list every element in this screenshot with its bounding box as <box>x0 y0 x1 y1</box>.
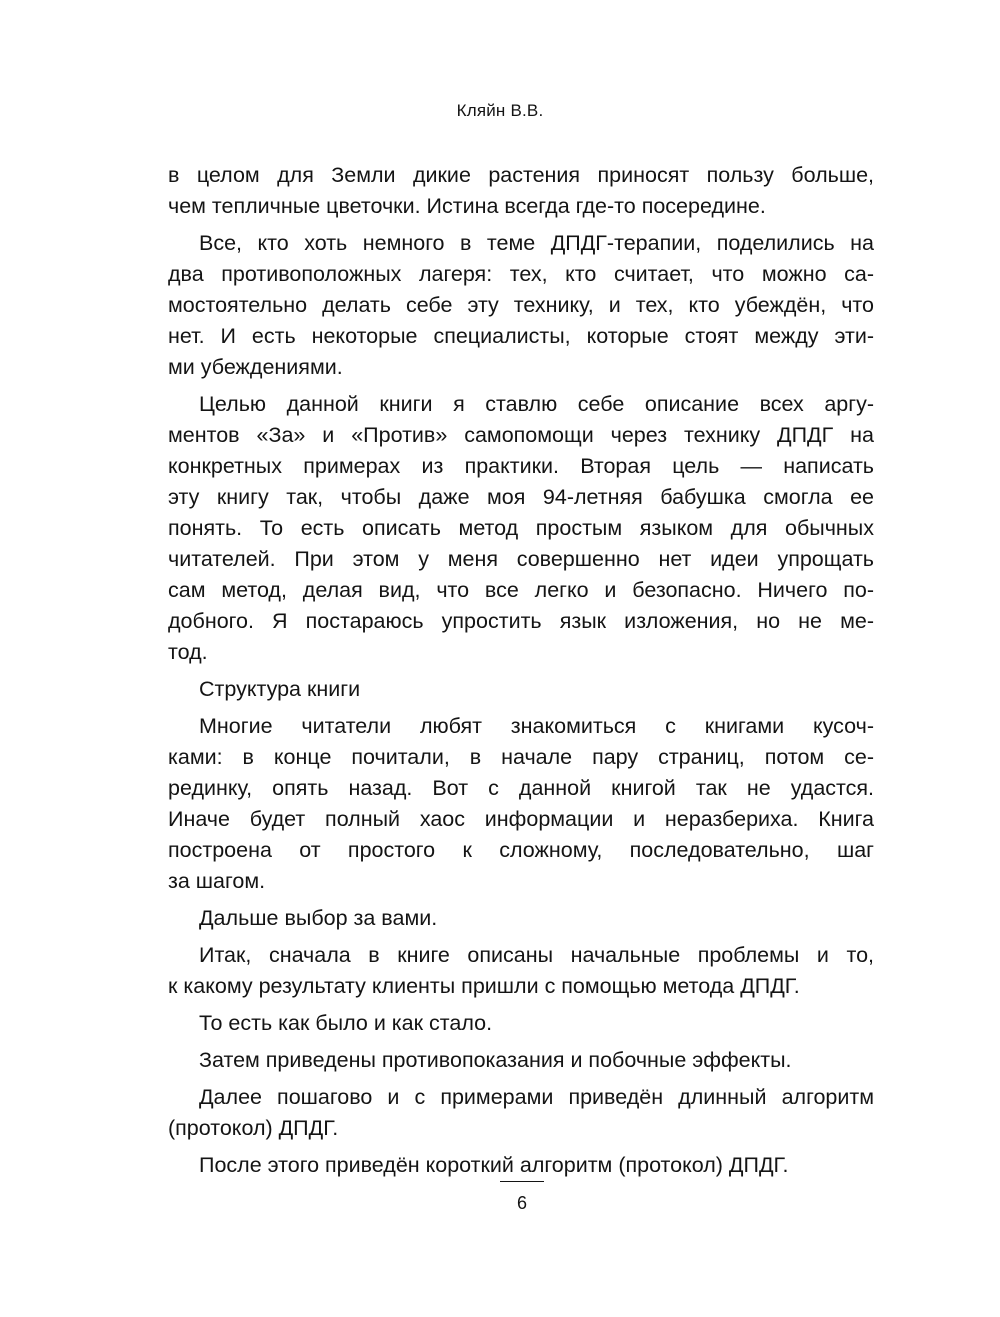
paragraph <box>168 1008 874 1039</box>
text-line: ками: в конце почитали, в начале пару страниц, потом се- <box>168 745 874 769</box>
text-line: два противоположных лагеря: тех, кто считает, что можно са- <box>168 262 874 286</box>
text-line: к какому результату клиенты пришли с помощью метода ДПДГ. <box>168 974 800 998</box>
paragraph <box>168 1150 874 1181</box>
text-line: Затем приведены противопоказания и побочные эффекты. <box>199 1048 792 1072</box>
paragraph <box>168 940 874 1002</box>
text-line: чем тепличные цветочки. Истина всегда где-то посередине. <box>168 194 766 218</box>
text-line: ми убеждениями. <box>168 355 343 379</box>
text-line: То есть как было и как стало. <box>199 1011 493 1035</box>
text-line: Все, кто хоть немного в теме ДПДГ-терапии, поделились на <box>199 231 874 255</box>
text-line: Целью данной книги я ставлю себе описание всех аргу- <box>199 392 874 416</box>
body-text <box>168 160 874 1181</box>
text-line: нет. И есть некоторые специалисты, которые стоят между эти- <box>168 324 874 348</box>
running-header-author: Кляйн В.В. <box>456 101 544 120</box>
text-line: ментов «За» и «Против» самопомощи через технику ДПДГ на <box>168 423 874 447</box>
text-line: тод. <box>168 640 208 664</box>
text-line: сам метод, делая вид, что все легко и безопасно. Ничего по- <box>168 578 874 602</box>
text-line: Структура книги <box>199 677 361 701</box>
paragraph <box>168 1045 874 1076</box>
text-line: Итак, сначала в книге описаны начальные проблемы и то, <box>199 943 874 967</box>
text-line: конкретных примерах из практики. Вторая цель — написать <box>168 454 874 478</box>
text-line: После этого приведён короткий алгоритм (протокол) ДПДГ. <box>199 1153 789 1177</box>
text-line: рединку, опять назад. Вот с данной книгой так не удастся. <box>168 776 874 800</box>
text-line: понять. То есть описать метод простым языком для обычных <box>168 516 874 540</box>
text-line: читателей. При этом у меня совершенно нет идеи упрощать <box>168 547 874 571</box>
section-heading <box>168 674 874 705</box>
footer-rule <box>500 1181 544 1182</box>
text-line: в целом для Земли дикие растения приносят пользу больше, <box>168 163 874 187</box>
text-line: эту книгу так, чтобы даже моя 94-летняя бабушка смогла ее <box>168 485 874 509</box>
text-line: Дальше выбор за вами. <box>199 906 438 930</box>
text-line: за шагом. <box>168 869 266 893</box>
text-line: построена от простого к сложному, последовательно, шаг <box>168 838 874 862</box>
text-line: Многие читатели любят знакомиться с книгами кусоч- <box>199 714 874 738</box>
page-number: 6 <box>516 1193 527 1213</box>
paragraph <box>168 1082 874 1144</box>
text-line: добного. Я постараюсь упростить язык изложения, но не ме- <box>168 609 874 633</box>
paragraph <box>168 389 874 668</box>
paragraph <box>168 903 874 934</box>
paragraph <box>168 228 874 383</box>
text-line: (протокол) ДПДГ. <box>168 1116 339 1140</box>
text-line: Иначе будет полный хаос информации и неразбериха. Книга <box>168 807 874 831</box>
text-line: мостоятельно делать себе эту технику, и тех, кто убеждён, что <box>168 293 874 317</box>
text-line: Далее пошагово и с примерами приведён длинный алгоритм <box>199 1085 874 1109</box>
paragraph <box>168 711 874 897</box>
paragraph <box>168 160 874 222</box>
